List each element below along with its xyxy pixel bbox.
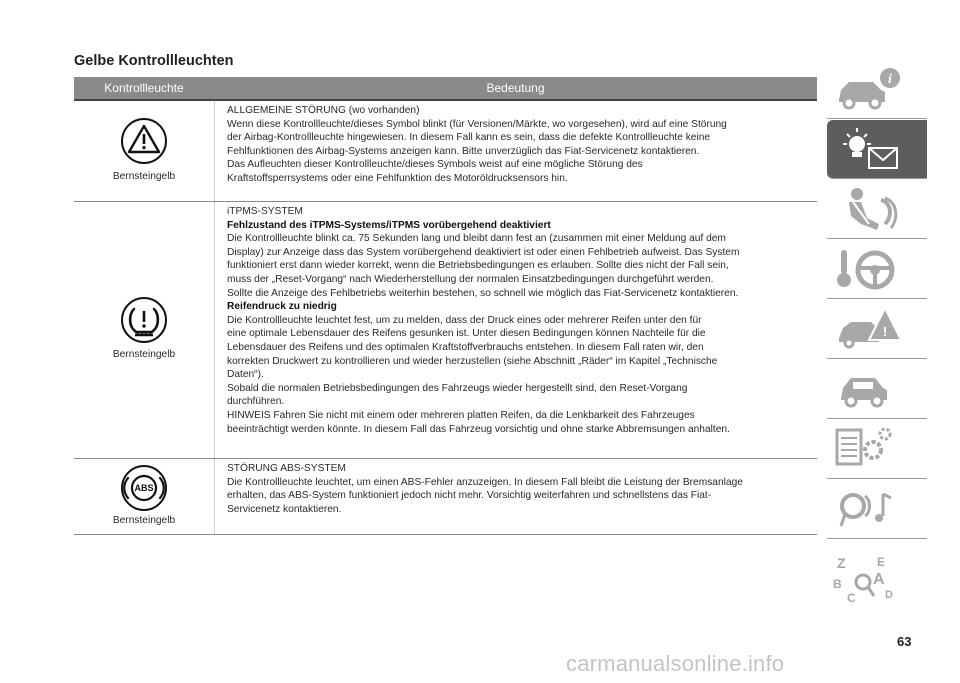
chapter-tab-index[interactable]	[827, 552, 927, 610]
svg-text:B: B	[833, 577, 842, 591]
svg-text:i: i	[888, 72, 892, 87]
meaning-line: Servicenetz kontaktieren.	[227, 503, 342, 515]
meaning-line: Lebensdauer des Reifens und des optimalen Kraftstoffverbrauchs entstehen. In diesem Fall raten wir, den	[227, 341, 704, 353]
indicator-color-label: Bernsteingelb	[112, 349, 176, 360]
key-steering-wheel-icon	[827, 240, 927, 298]
meaning-line: Fehlfunktionen des Airbag-Systems anzeigen kann. Bitte unverzüglich das Fiat-Servicenetz kontaktieren.	[227, 145, 700, 157]
meaning-heading: ALLGEMEINE STÖRUNG (wo vorhanden)	[227, 105, 420, 116]
meaning-text	[227, 104, 817, 186]
column-header-meaning: Bedeutung	[486, 81, 545, 95]
meaning-text	[227, 205, 817, 436]
abs-icon	[120, 464, 168, 512]
meaning-line: HINWEIS Fahren Sie nicht mit einem oder mehreren platten Reifen, da die Lenkbarkeit des Fahrzeuges	[227, 409, 695, 421]
column-divider	[214, 101, 215, 201]
table-row	[74, 459, 817, 535]
meaning-line: Die Kontrollleuchte leuchtet fest, um zu melden, dass der Druck eines oder mehrerer Reifen unter den für	[227, 314, 702, 326]
warning-triangle-icon	[120, 117, 168, 165]
chapter-tab-car-info[interactable]	[827, 60, 927, 119]
chapter-tab-emergency[interactable]	[827, 300, 927, 359]
meaning-line: muss der „Reset-Vorgang“ nach Wiederherstellung der normalen Einsatzbedingungen durchgeführt werden.	[227, 273, 714, 285]
column-divider	[214, 202, 215, 458]
indicator-cell	[74, 459, 214, 534]
meaning-line: Wenn diese Kontrollleuchte/dieses Symbol blinkt (für Versionen/Märkte, wo vorgesehen), wird auf eine Störung	[227, 118, 727, 130]
page-title: Gelbe Kontrollleuchten	[74, 53, 234, 69]
meaning-line: Sollte die Anzeige des Fehlbetriebs weiterhin bestehen, so schnell wie möglich das Fiat-Servicenetz kontaktieren.	[227, 287, 739, 299]
meaning-line: Kraftstoffsperrsystems oder eine Fehlfunktion des Motoröldrucksensors hin.	[227, 172, 568, 184]
svg-text:D: D	[885, 589, 893, 601]
meaning-subheading: Reifendruck zu niedrig	[227, 301, 337, 313]
table-header	[74, 77, 817, 101]
car-info-icon	[827, 60, 927, 118]
index-alphabet-icon	[827, 552, 927, 610]
indicator-color-label: Bernsteingelb	[112, 515, 176, 526]
meaning-line: der Airbag-Kontrollleuchte hingewiesen. In diesem Fall kann es sein, dass die defekte Kontrollleuchte keine	[227, 132, 711, 144]
table-row	[74, 202, 817, 459]
multimedia-icon	[827, 480, 927, 538]
svg-text:A: A	[873, 571, 885, 588]
column-header-indicator: Kontrollleuchte	[104, 81, 184, 95]
abs-icon-text: ABS	[134, 483, 154, 494]
meaning-line: Daten“).	[227, 369, 264, 381]
car-maintenance-icon	[827, 360, 927, 418]
meaning-line: Die Kontrollleuchte blinkt ca. 75 Sekunden lang und bleibt dann fest an (zusammen mit einer Meldung auf dem	[227, 233, 726, 245]
svg-text:E: E	[877, 555, 886, 569]
indicator-cell	[74, 101, 214, 201]
meaning-line: korrekten Druckwert zu kontrollieren und wieder herzustellen (siehe Abschnitt „Räder“ im Kapitel „Technische	[227, 355, 718, 367]
chapter-tab-maintenance[interactable]	[827, 360, 927, 419]
meaning-heading: iTPMS-SYSTEM	[227, 206, 303, 217]
table-row	[74, 101, 817, 202]
watermark: carmanualsonline.info	[566, 651, 785, 676]
meaning-line: funktioniert erst dann wieder korrekt, wenn die Betriebsbedingungen es erlauben. Sollte dies nicht der Fall sein,	[227, 260, 729, 272]
warning-lights-message-icon	[827, 120, 927, 178]
safety-seatbelt-icon	[827, 180, 927, 238]
indicator-color-label: Bernsteingelb	[112, 171, 176, 182]
breakdown-warning-icon	[827, 300, 927, 358]
chapter-tab-starting-driving[interactable]	[827, 240, 927, 299]
technical-data-gear-icon	[827, 420, 927, 478]
meaning-subheading: Fehlzustand des iTPMS-Systems/iTPMS vorübergehend deaktiviert	[227, 219, 551, 231]
meaning-line: Display) zur Anzeige dass das System vorübergehend deaktiviert ist oder einen Fehlbetrieb aufweist. Das System	[227, 246, 740, 258]
chapter-tab-multimedia[interactable]	[827, 480, 927, 539]
chapter-tab-technical-data[interactable]	[827, 420, 927, 479]
meaning-line: Das Aufleuchten dieser Kontrollleuchte/dieses Symbols weist auf eine mögliche Störung des	[227, 159, 643, 171]
meaning-line: eine optimale Lebensdauer des Reifens gesunken ist. Unter diesen Bedingungen können Nachteile für die	[227, 328, 706, 340]
page-number: 63	[897, 634, 912, 649]
column-divider	[214, 459, 215, 534]
meaning-heading: STÖRUNG ABS-SYSTEM	[227, 463, 346, 474]
svg-text:!: !	[882, 324, 888, 339]
tire-pressure-icon	[120, 296, 168, 344]
meaning-line: Sobald die normalen Betriebsbedingungen des Fahrzeugs wieder hergestellt sind, den Reset-Vorgang	[227, 382, 688, 394]
indicator-cell	[74, 202, 214, 458]
meaning-line: beeinträchtigt werden könnte. In diesem Fall das Fahrzeug vorsichtig und ohne starke Abbremsungen anhalten.	[227, 423, 730, 435]
meaning-line: Die Kontrollleuchte leuchtet, um einen ABS-Fehler anzuzeigen. In diesem Fall bleibt die Leistung der Bremsanlage	[227, 476, 743, 488]
meaning-line: durchführen.	[227, 396, 285, 408]
meaning-text	[227, 462, 817, 516]
svg-text:C: C	[847, 591, 856, 605]
meaning-line: erhalten, das ABS-System funktioniert jedoch nicht mehr. Vorsichtig weiterfahren und schnellstens das Fiat-	[227, 490, 712, 502]
svg-text:Z: Z	[837, 555, 846, 571]
chapter-tab-safety[interactable]	[827, 180, 927, 239]
chapter-tab-warning-lights[interactable]	[827, 120, 927, 179]
